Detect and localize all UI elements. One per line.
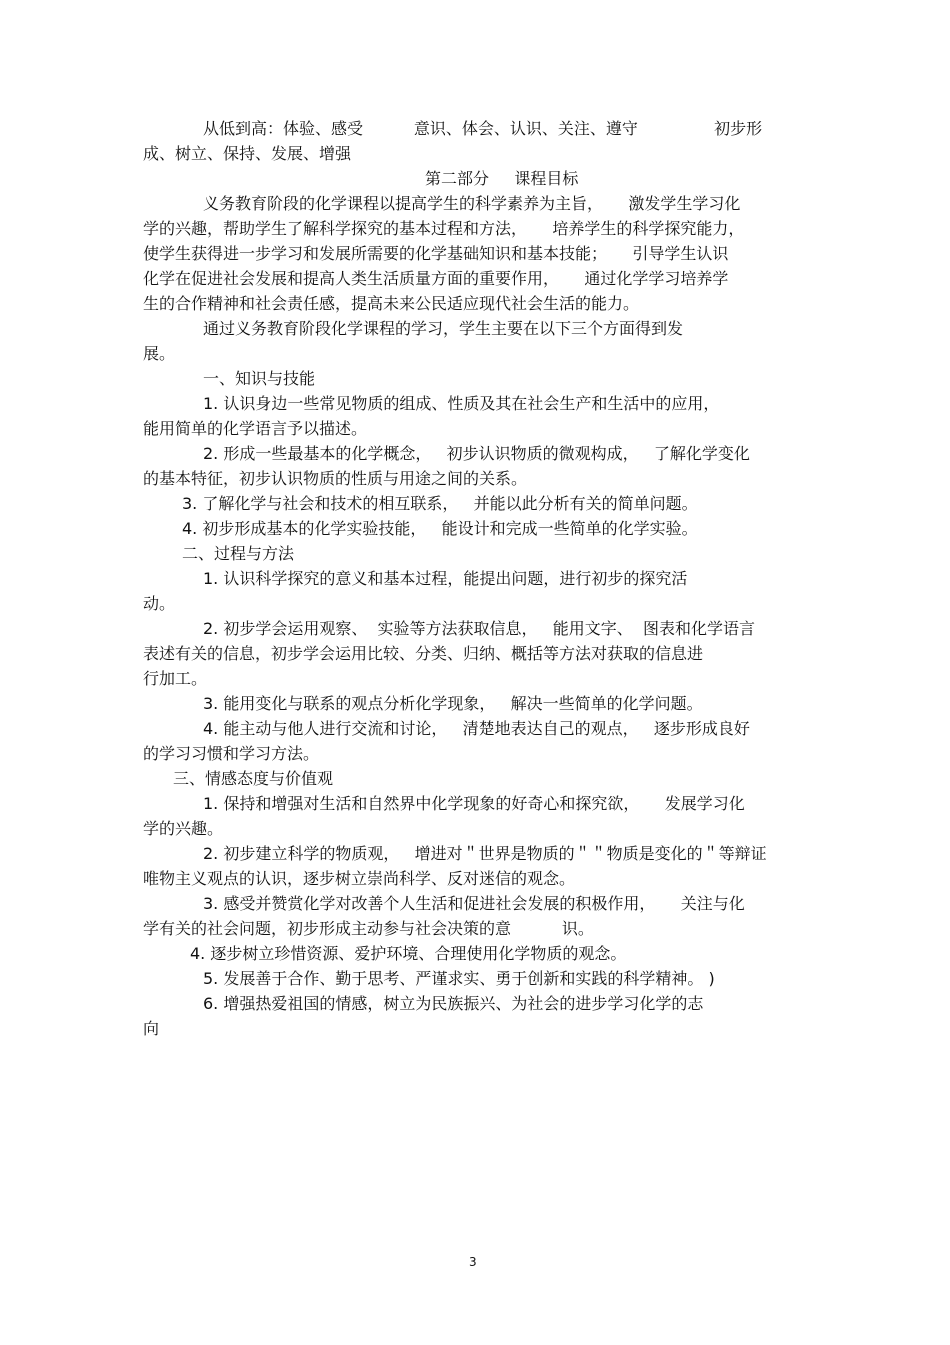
text-line: 向 <box>143 1019 160 1038</box>
text-line: 2. 初步建立科学的物质观， 增进对＂世界是物质的＂＂物质是变化的＂等辩证 <box>203 844 767 863</box>
text-line: 从低到高：体验、感受 意识、体会、认识、关注、遵守 初步形 <box>203 119 763 138</box>
text-line: 6. 增强热爱祖国的情感，树立为民族振兴、为社会的进步学习化学的志 <box>203 994 704 1013</box>
text-line: 学的兴趣。 <box>143 819 224 838</box>
text-line: 3. 了解化学与社会和技术的相互联系， 并能以此分析有关的简单问题。 <box>182 494 698 513</box>
text-line: 4. 能主动与他人进行交流和讨论， 清楚地表达自己的观点， 逐步形成良好 <box>203 719 750 738</box>
text-line: 4. 初步形成基本的化学实验技能， 能设计和完成一些简单的化学实验。 <box>182 519 698 538</box>
text-line: 学的兴趣，帮助学生了解科学探究的基本过程和方法， 培养学生的科学探究能力， <box>143 219 745 238</box>
text-line: 5. 发展善于合作、勤于思考、严谨求实、勇于创新和实践的科学精神。 ) <box>203 969 715 988</box>
text-line: 动。 <box>143 594 176 613</box>
section-heading: 第二部分 课程目标 <box>425 169 579 188</box>
subsection-heading: 二、过程与方法 <box>182 544 295 563</box>
text-line: 2. 初步学会运用观察、 实验等方法获取信息， 能用文字、 图表和化学语言 <box>203 619 755 638</box>
text-line: 的基本特征，初步认识物质的性质与用途之间的关系。 <box>143 469 528 488</box>
text-line: 唯物主义观点的认识，逐步树立崇尚科学、反对迷信的观念。 <box>143 869 576 888</box>
text-line: 化学在促进社会发展和提高人类生活质量方面的重要作用， 通过化学学习培养学 <box>143 269 729 288</box>
subsection-heading: 三、情感态度与价值观 <box>173 769 334 788</box>
text-line: 能用简单的化学语言予以描述。 <box>143 419 368 438</box>
text-line: 表述有关的信息，初步学会运用比较、分类、归纳、概括等方法对获取的信息进 <box>143 644 704 663</box>
text-line: 学有关的社会问题，初步形成主动参与社会决策的意 识。 <box>143 919 594 938</box>
text-line: 4. 逐步树立珍惜资源、爱护环境、合理使用化学物质的观念。 <box>190 944 627 963</box>
text-line: 1. 认识身边一些常见物质的组成、性质及其在社会生产和生活中的应用， <box>203 394 720 413</box>
text-line: 生的合作精神和社会责任感，提高未来公民适应现代社会生活的能力。 <box>143 294 640 313</box>
text-line: 行加工。 <box>143 669 208 688</box>
text-line: 1. 保持和增强对生活和自然界中化学现象的好奇心和探究欲， 发展学习化 <box>203 794 745 813</box>
text-line: 通过义务教育阶段化学课程的学习，学生主要在以下三个方面得到发 <box>203 319 684 338</box>
text-line: 成、树立、保持、发展、增强 <box>143 144 352 163</box>
text-line: 义务教育阶段的化学课程以提高学生的科学素养为主旨， 激发学生学习化 <box>203 194 741 213</box>
text-line: 3. 能用变化与联系的观点分析化学现象， 解决一些简单的化学问题。 <box>203 694 703 713</box>
text-line: 展。 <box>143 344 176 363</box>
text-line: 使学生获得进一步学习和发展所需要的化学基础知识和基本技能； 引导学生认识 <box>143 244 729 263</box>
text-line: 2. 形成一些最基本的化学概念， 初步认识物质的微观构成， 了解化学变化 <box>203 444 750 463</box>
text-line: 的学习习惯和学习方法。 <box>143 744 320 763</box>
page-number: 3 <box>469 1255 477 1269</box>
text-line: 3. 感受并赞赏化学对改善个人生活和促进社会发展的积极作用， 关注与化 <box>203 894 745 913</box>
text-line: 1. 认识科学探究的意义和基本过程，能提出问题，进行初步的探究活 <box>203 569 688 588</box>
subsection-heading: 一、知识与技能 <box>203 369 316 388</box>
